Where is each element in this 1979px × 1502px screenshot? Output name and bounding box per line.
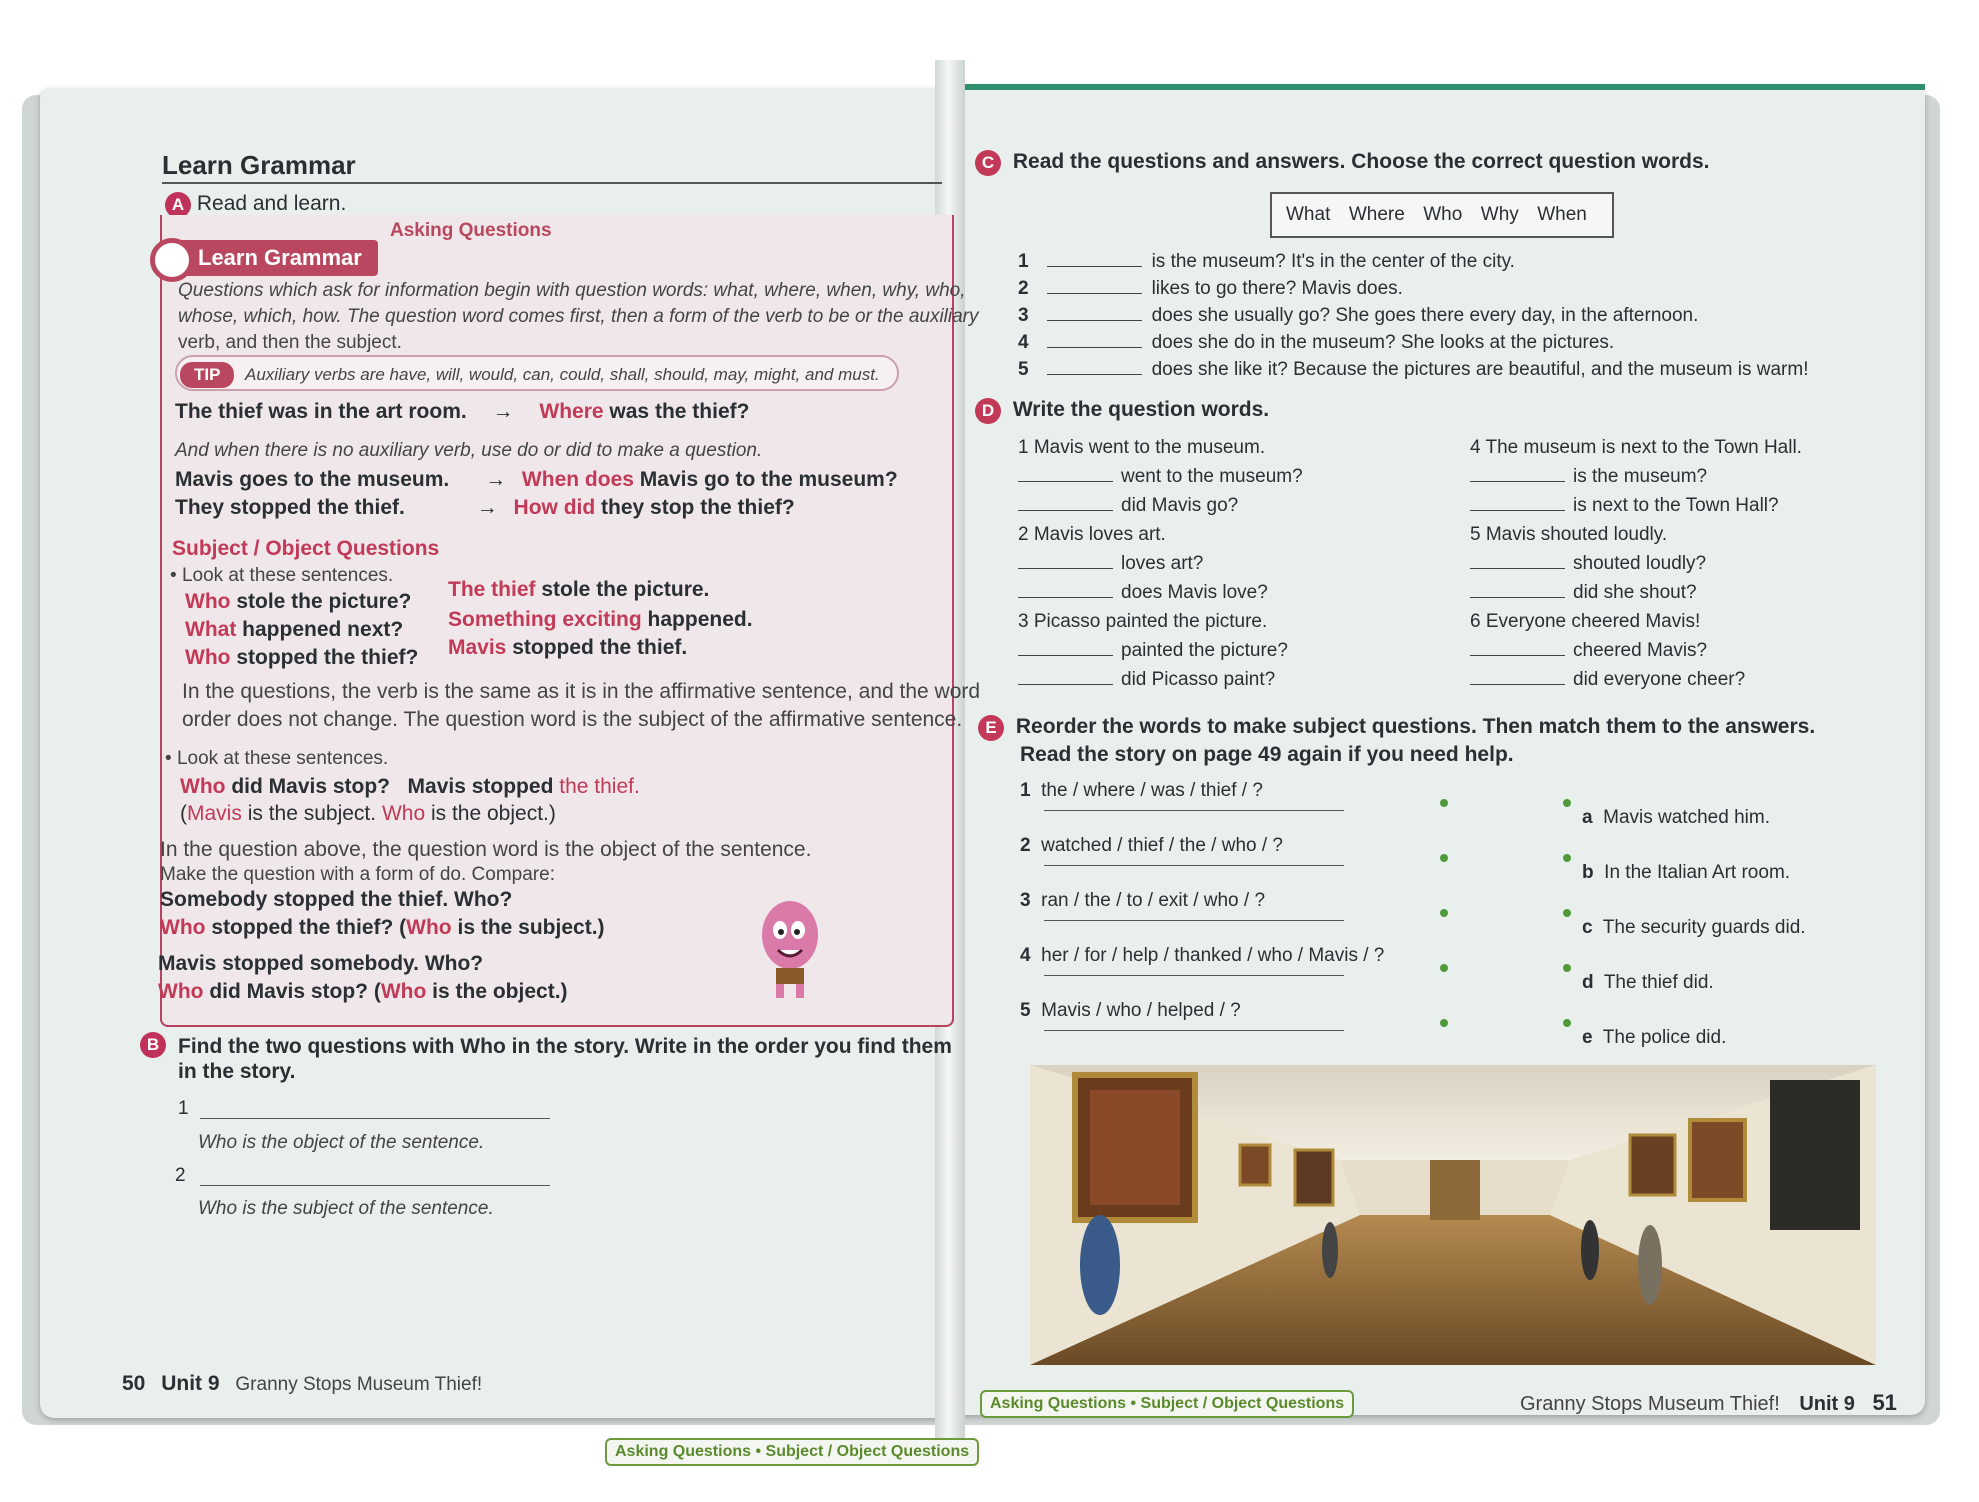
- c-item-text: does she like it? Because the pictures are beautiful, and the museum is warm!: [1151, 359, 1809, 380]
- c-item-text: does she do in the museum? She looks at the pictures.: [1151, 332, 1615, 353]
- arrow-icon: →: [476, 496, 498, 519]
- d-right-column: [1470, 433, 1890, 694]
- explanation-4: Make the question with a form of do. Compare:: [160, 864, 555, 885]
- section-c-text: Read the questions and answers. Choose the correct question words.: [1012, 150, 1710, 173]
- c2-rest: stopped the thief? (: [211, 916, 407, 939]
- c-item: [1018, 329, 1808, 356]
- d-question: painted the picture?: [1121, 640, 1288, 661]
- tip-label: TIP: [180, 362, 234, 388]
- e-answer-line[interactable]: [1044, 920, 1344, 921]
- look-note-2-text: Look at these sentences.: [176, 748, 389, 769]
- e-item-number: 5: [1020, 1000, 1031, 1021]
- q3-rest: stopped the thief?: [236, 646, 419, 669]
- intro-line-2: whose, which, how. The question word comes first, then a form of the verb to be or the auxiliary: [178, 306, 979, 327]
- c-answer-blank[interactable]: [1047, 266, 1142, 267]
- example-2-statement: Mavis goes to the museum.: [175, 468, 450, 491]
- c-item-number: 1: [1018, 251, 1029, 272]
- c-answer-blank[interactable]: [1047, 347, 1142, 348]
- q3-word: Who: [185, 646, 231, 669]
- match-dot-left[interactable]: [1440, 909, 1448, 917]
- word-where: Where: [1348, 204, 1405, 225]
- c-answer-blank[interactable]: [1047, 293, 1142, 294]
- section-e-text-2: Read the story on page 49 again if you need help.: [1020, 743, 1514, 766]
- e-item-text: ran / the / to / exit / who / ?: [1041, 890, 1266, 911]
- magnifier-icon: [150, 238, 194, 282]
- word-who: Who: [1423, 204, 1463, 225]
- subject-q1: [185, 590, 411, 614]
- b-hint-2: Who is the subject of the sentence.: [198, 1198, 494, 1219]
- c4-rest: did Mavis stop? (: [209, 980, 381, 1003]
- q2-rest: happened next?: [242, 618, 404, 641]
- e-answer-text: The security guards did.: [1602, 917, 1806, 938]
- example-2: [175, 468, 898, 492]
- intro-line-3: verb, and then the subject.: [178, 332, 402, 353]
- b-answer-line-1[interactable]: [200, 1118, 550, 1119]
- e-item-text: watched / thief / the / who / ?: [1041, 835, 1284, 856]
- e-answer: [1582, 900, 1806, 955]
- example-3-aux: did: [563, 496, 596, 519]
- o2-who: Who: [381, 802, 426, 825]
- word-why: Why: [1480, 204, 1519, 225]
- section-d: [975, 398, 1269, 424]
- e-answers: [1582, 790, 1806, 1065]
- match-dot-left[interactable]: [1440, 1019, 1448, 1027]
- e-item-number: 2: [1020, 835, 1031, 856]
- c2-end: is the subject.): [457, 916, 605, 939]
- c-item: [1018, 248, 1808, 275]
- section-b-text-1: Find the two questions with Who in the story. Write in the order you find them: [178, 1035, 952, 1058]
- e-item-number: 3: [1020, 890, 1031, 911]
- d-answer-blank[interactable]: [1018, 597, 1113, 598]
- match-dot-right[interactable]: [1563, 799, 1571, 807]
- section-b: [140, 1032, 166, 1058]
- c-item-text: does she usually go? She goes there every day, in the afternoon.: [1151, 305, 1699, 326]
- match-dot-right[interactable]: [1563, 854, 1571, 862]
- d-line: [1018, 636, 1458, 665]
- learn-grammar-heading: Learn Grammar: [162, 150, 356, 180]
- a3-subject: Mavis: [448, 636, 507, 659]
- d-item-sentence: 6 Everyone cheered Mavis!: [1470, 611, 1701, 632]
- d-answer-blank[interactable]: [1470, 510, 1565, 511]
- e-item-number: 1: [1020, 780, 1031, 801]
- d-line: [1018, 665, 1458, 694]
- a1-subject: The thief: [448, 578, 536, 601]
- subject-q3: [185, 646, 418, 670]
- a1-rest: stole the picture.: [541, 578, 710, 601]
- d-answer-blank[interactable]: [1018, 481, 1113, 482]
- c-item: [1018, 302, 1808, 329]
- e-answer-key: e: [1582, 1027, 1593, 1048]
- section-e-badge: E: [978, 715, 1004, 741]
- d-item-sentence: 2 Mavis loves art.: [1018, 524, 1166, 545]
- section-d-text: Write the question words.: [1012, 398, 1270, 421]
- left-footer-title: Granny Stops Museum Thief!: [235, 1374, 483, 1395]
- section-a-text: Read and learn.: [196, 192, 347, 215]
- match-dot-left[interactable]: [1440, 799, 1448, 807]
- d-answer-blank[interactable]: [1470, 655, 1565, 656]
- c-item-number: 4: [1018, 332, 1029, 353]
- o1-rest: did Mavis stop?: [231, 775, 391, 798]
- e-answer: [1582, 1010, 1806, 1065]
- d-line: [1470, 549, 1890, 578]
- word-bank: [1270, 192, 1614, 238]
- arrow-icon: →: [485, 468, 507, 491]
- e-answer: [1582, 790, 1806, 845]
- d-question: cheered Mavis?: [1573, 640, 1708, 661]
- no-aux-note: And when there is no auxiliary verb, use do or did to make a question.: [175, 440, 763, 461]
- section-d-badge: D: [975, 398, 1001, 424]
- b-hint-1: Who is the object of the sentence.: [198, 1132, 485, 1153]
- e-item: [1020, 1000, 1400, 1055]
- c-item-number: 5: [1018, 359, 1029, 380]
- d-line: [1018, 491, 1458, 520]
- tip-text: Auxiliary verbs are have, will, would, can, could, shall, should, may, might, and must.: [245, 365, 880, 384]
- example-3-qword: How: [513, 496, 558, 519]
- subject-object-heading: Subject / Object Questions: [172, 537, 440, 560]
- section-b-text-2: in the story.: [178, 1060, 296, 1083]
- c-item-text: likes to go there? Mavis does.: [1151, 278, 1403, 299]
- intro-line-1: Questions which ask for information begin with question words: what, where, when, why, who,: [178, 280, 966, 301]
- museum-gallery-photo: [1030, 1065, 1876, 1365]
- c4-end: is the object.): [432, 980, 568, 1003]
- c-answer-blank[interactable]: [1047, 320, 1142, 321]
- b-item-2-number: 2: [175, 1165, 186, 1186]
- d-question: shouted loudly?: [1573, 553, 1707, 574]
- compare-1: Somebody stopped the thief. Who?: [160, 888, 513, 911]
- c4-who: Who: [158, 980, 204, 1003]
- c-list: [1018, 248, 1808, 383]
- d-line: [1470, 462, 1890, 491]
- e-answer-key: a: [1582, 807, 1593, 828]
- d-item-sentence: 3 Picasso painted the picture.: [1018, 611, 1268, 632]
- d-question: went to the museum?: [1121, 466, 1303, 487]
- d-question: loves art?: [1121, 553, 1204, 574]
- right-footer: [1520, 1390, 1897, 1416]
- e-answer-text: Mavis watched him.: [1603, 807, 1770, 828]
- o2-subject: Mavis: [187, 802, 242, 825]
- e-answer-line[interactable]: [1044, 975, 1344, 976]
- c-answer-blank[interactable]: [1047, 374, 1142, 375]
- look-note-2: • Look at these sentences.: [165, 748, 389, 769]
- heading-rule: [162, 182, 942, 184]
- d-answer-blank[interactable]: [1470, 597, 1565, 598]
- a2-subject: Something exciting: [448, 608, 642, 631]
- d-question: did she shout?: [1573, 582, 1697, 603]
- c-item-number: 2: [1018, 278, 1029, 299]
- q1-word: Who: [185, 590, 231, 613]
- section-e-text-1: Reorder the words to make subject questions. Then match them to the answers.: [1015, 715, 1816, 738]
- example-1: [175, 400, 749, 424]
- example-2-question: Mavis go to the museum?: [639, 468, 898, 491]
- match-dot-left[interactable]: [1440, 964, 1448, 972]
- b-answer-line-2[interactable]: [200, 1185, 550, 1186]
- page-top-edge: [950, 84, 1925, 90]
- d-line: [1470, 491, 1890, 520]
- d-question: did everyone cheer?: [1573, 669, 1746, 690]
- explanation-2: order does not change. The question word is the subject of the affirmative sentence.: [182, 708, 963, 731]
- o2-rest: is the subject.: [247, 802, 377, 825]
- word-what: What: [1286, 204, 1331, 225]
- b-item-1-number: 1: [178, 1098, 189, 1119]
- example-2-aux: does: [584, 468, 634, 491]
- compare-3: Mavis stopped somebody. Who?: [158, 952, 484, 975]
- grammar-tab-subtitle: Asking Questions: [390, 220, 552, 241]
- match-dot-right[interactable]: [1563, 964, 1571, 972]
- d-question: does Mavis love?: [1121, 582, 1268, 603]
- d-answer-blank[interactable]: [1470, 568, 1565, 569]
- d-line: [1018, 578, 1458, 607]
- section-c: [975, 150, 1709, 176]
- e-answer-key: b: [1582, 862, 1594, 883]
- explanation-1: In the questions, the verb is the same as it is in the affirmative sentence, and the word: [182, 680, 981, 703]
- right-unit: Unit 9: [1799, 1393, 1855, 1415]
- d-line: [1470, 636, 1890, 665]
- q1-rest: stole the picture?: [236, 590, 412, 613]
- d-question: did Picasso paint?: [1121, 669, 1276, 690]
- e-item: [1020, 890, 1400, 945]
- left-page-number: 50: [122, 1372, 146, 1395]
- section-e: [978, 715, 1815, 741]
- c2-who2: Who: [406, 916, 452, 939]
- d-line: [1470, 665, 1890, 694]
- e-item-text: Mavis / who / helped / ?: [1041, 1000, 1241, 1021]
- section-b-badge: B: [140, 1032, 166, 1058]
- a2-rest: happened.: [647, 608, 753, 631]
- c2-who: Who: [160, 916, 206, 939]
- right-page-number: 51: [1872, 1390, 1897, 1415]
- subject-q2: [185, 618, 403, 642]
- d-answer-blank[interactable]: [1018, 655, 1113, 656]
- d-answer-blank[interactable]: [1018, 510, 1113, 511]
- d-question: did Mavis go?: [1121, 495, 1239, 516]
- mascot-illustration: [750, 890, 830, 1000]
- example-2-qword: When: [521, 468, 580, 491]
- left-footer-tag: Asking Questions • Subject / Object Questions: [605, 1438, 979, 1466]
- section-c-badge: C: [975, 150, 1001, 176]
- subject-a1: [448, 578, 709, 602]
- match-dot-right[interactable]: [1563, 1019, 1571, 1027]
- example-3-question: they stop the thief?: [601, 496, 795, 519]
- example-1-statement: The thief was in the art room.: [175, 400, 467, 423]
- d-item-sentence: 5 Mavis shouted loudly.: [1470, 524, 1668, 545]
- object-note: [180, 802, 556, 826]
- e-item: [1020, 835, 1400, 890]
- d-question: is the museum?: [1573, 466, 1708, 487]
- look-note-1: • Look at these sentences.: [170, 565, 394, 586]
- match-dot-left[interactable]: [1440, 854, 1448, 862]
- e-item-text: the / where / was / thief / ?: [1041, 780, 1263, 801]
- example-3: [175, 496, 795, 520]
- e-answer: [1582, 845, 1806, 900]
- example-3-statement: They stopped the thief.: [175, 496, 405, 519]
- paren: (: [180, 802, 187, 825]
- left-unit: Unit 9: [161, 1372, 220, 1395]
- word-when: When: [1537, 204, 1587, 225]
- q2-word: What: [185, 618, 237, 641]
- o1-object: the thief.: [559, 775, 640, 798]
- o1-word: Who: [180, 775, 226, 798]
- c-item: [1018, 275, 1808, 302]
- d-answer-blank[interactable]: [1470, 684, 1565, 685]
- e-answer-line[interactable]: [1044, 1030, 1344, 1031]
- o1-statement: Mavis stopped: [407, 775, 554, 798]
- arrow-icon: →: [492, 400, 514, 423]
- section-a-badge: A: [165, 192, 191, 218]
- d-line: [1018, 549, 1458, 578]
- explanation-3: In the question above, the question word is the object of the sentence.: [160, 838, 812, 861]
- subject-a3: [448, 636, 687, 660]
- o2-end: is the object.): [430, 802, 556, 825]
- look-note-1-text: Look at these sentences.: [181, 565, 394, 586]
- e-questions: [1020, 780, 1400, 1055]
- e-answer-text: In the Italian Art room.: [1604, 862, 1791, 883]
- d-answer-blank[interactable]: [1018, 684, 1113, 685]
- e-item: [1020, 945, 1400, 1000]
- right-footer-title: Granny Stops Museum Thief!: [1520, 1393, 1780, 1415]
- d-item-sentence: 4 The museum is next to the Town Hall.: [1470, 437, 1802, 458]
- e-answer: [1582, 955, 1806, 1010]
- d-line: [1470, 578, 1890, 607]
- c-item-text: is the museum? It's in the center of the city.: [1151, 251, 1515, 272]
- e-answer-key: d: [1582, 972, 1594, 993]
- d-line: [1018, 462, 1458, 491]
- match-dot-right[interactable]: [1563, 909, 1571, 917]
- example-1-qword: Where: [539, 400, 604, 423]
- c4-who2: Who: [380, 980, 427, 1003]
- example-1-question: was the thief?: [609, 400, 750, 423]
- subject-a2: [448, 608, 753, 632]
- c-item-number: 3: [1018, 305, 1029, 326]
- e-answer-key: c: [1582, 917, 1593, 938]
- e-answer-line[interactable]: [1044, 810, 1344, 811]
- c-item: [1018, 356, 1808, 383]
- right-footer-tag: Asking Questions • Subject / Object Questions: [980, 1390, 1354, 1418]
- e-answer-line[interactable]: [1044, 865, 1344, 866]
- compare-2: [160, 916, 605, 940]
- d-question: is next to the Town Hall?: [1573, 495, 1779, 516]
- d-item-sentence: 1 Mavis went to the museum.: [1018, 437, 1266, 458]
- compare-4: [158, 980, 568, 1004]
- e-item-number: 4: [1020, 945, 1031, 966]
- e-answer-text: The thief did.: [1603, 972, 1714, 993]
- e-item: [1020, 780, 1400, 835]
- d-answer-blank[interactable]: [1018, 568, 1113, 569]
- e-item-text: her / for / help / thanked / who / Mavis / ?: [1041, 945, 1385, 966]
- left-footer: [122, 1372, 482, 1396]
- a3-rest: stopped the thief.: [512, 636, 688, 659]
- object-q1: [180, 775, 640, 799]
- e-answer-text: The police did.: [1602, 1027, 1727, 1048]
- grammar-tab: Learn Grammar: [162, 240, 378, 276]
- d-left-column: [1018, 433, 1458, 694]
- d-answer-blank[interactable]: [1470, 481, 1565, 482]
